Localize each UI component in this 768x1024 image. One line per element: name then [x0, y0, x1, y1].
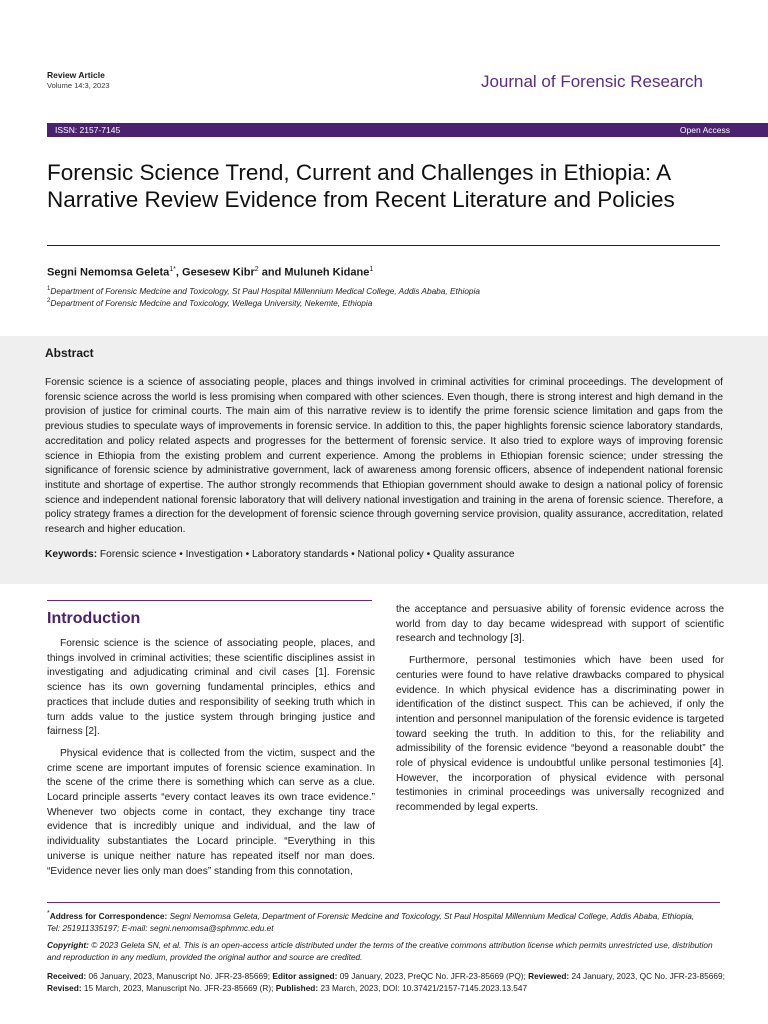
open-access-label: Open Access	[679, 125, 730, 135]
copyright-label: Copyright:	[47, 940, 89, 950]
received-date: 06 January, 2023, Manuscript No. JFR-23-85669;	[86, 971, 273, 981]
intro-paragraph-2: Physical evidence that is collected from the victim, suspect and the crime scene are important imputes of forensic science examination. In the scene of the crime there is something which can serve as a clue. Locard principle asserts “every contact leaves its own trace evidence.” Whenever two objects come in contact, they exchange tiny trace evidence that is incredibly unique and individual, and the law of individuality substantiates the Locard principle. “Everything in this universe is unique neither nature has repeated itself nor man does. “Evidence never lies only man does” standing from this connotation,	[47, 747, 375, 877]
title-divider	[47, 245, 720, 246]
intro-paragraph-3: the acceptance and persuasive ability of forensic evidence across the world from day to day became widespread with support of scientific research and technology [3].	[396, 604, 724, 645]
article-dates	[47, 970, 727, 994]
reviewed-date: 24 January, 2023, QC No. JFR-23-85669;	[569, 971, 728, 981]
volume-info: Volume 14:3, 2023	[47, 81, 110, 90]
keywords-label: Keywords:	[45, 549, 98, 560]
author-3-affiliation: 1	[369, 266, 374, 273]
journal-name[interactable]: Journal of Forensic Research	[480, 72, 703, 91]
author-1[interactable]: Segni Nemomsa Geleta	[47, 266, 170, 279]
introduction-heading: Introduction	[47, 610, 141, 627]
author-1-affiliation: 1*	[169, 266, 176, 273]
revised-date: 15 March, 2023, Manuscript No. JFR-23-85669 (R);	[81, 983, 276, 993]
footer-divider	[47, 902, 720, 903]
published-label: Published:	[275, 983, 319, 993]
copyright	[47, 939, 727, 963]
author-separator: ,	[175, 266, 183, 279]
abstract-heading: Abstract	[45, 346, 94, 360]
editor-label: Editor assigned:	[272, 971, 338, 981]
intro-paragraph-1: Forensic science is the science of associating people, places, and things involved in criminal activities; these scientific disciplines assist in investigating and adjudicating criminal and civil cases [1]. Forensic science has its own governing fundamental principles, ethics and practices that include duties and responsibility of seeking truth which in turn adds value to the justice system through bringing justice and fairness [2].	[47, 638, 375, 738]
author-2[interactable]: Gesesew Kibr	[182, 266, 255, 279]
author-2-affiliation: 2	[254, 266, 259, 273]
affiliation-text: Department of Forensic Medcine and Toxicology, St Paul Hospital Millennium Medical College, Addis Ababa, Ethiopia	[50, 286, 481, 296]
author-3[interactable]: Muluneh Kidane	[284, 266, 370, 279]
published-date: 23 March, 2023, DOI: 10.37421/2157-7145.2023.13.547	[318, 983, 528, 993]
author-separator: and	[258, 266, 285, 279]
issn-band	[47, 123, 768, 137]
keywords-list: Forensic science • Investigation • Laboratory standards • National policy • Quality assurance	[97, 549, 515, 560]
copyright-text: © 2023 Geleta SN, et al. This is an open-access article distributed under the terms of the creative commons attribution license which permits unrestricted use, distribution and reproduction in any medium, provided the original author and source are credited.	[47, 940, 713, 962]
affiliation-text: Department of Forensic Medcine and Toxicology, Wellega University, Nekemte, Ethiopia	[50, 298, 373, 308]
affiliation-2	[47, 298, 372, 308]
affiliation-1	[47, 286, 480, 296]
corr-star: *	[47, 910, 50, 917]
article-type: Review Article	[47, 70, 105, 80]
intro-paragraph-4: Furthermore, personal testimonies which have been used for centuries were found to have relative drawbacks compared to physical evidence. In which physical evidence has a discriminating power in identification of the distinct suspect. This can be achieved, if only the intention and personnel manipulation of the forensic evidence is targeted toward seeking the truth. In addition to this, for the reliability and admissibility of the forensic evidence “beyond a reasonable doubt” the role of physical evidence is undoubtful unlike personal testimonies [4]. However, the incorporation of physical evidence with personal testimonies in criminal proceedings was universally recognized and recommended by legal experts.	[396, 655, 724, 814]
right-column	[396, 603, 724, 816]
affiliation-number: 1	[47, 286, 51, 293]
keywords	[45, 549, 515, 560]
correspondence	[47, 908, 707, 934]
revised-label: Revised:	[47, 983, 82, 993]
article-title: Forensic Science Trend, Current and Challenges in Ethiopia: A Narrative Review Evidence from Recent Literature and Policies	[47, 160, 675, 212]
corr-text: Segni Nemomsa Geleta, Department of Forensic Medcine and Toxicology, St Paul Hospital Millennium Medical College, Addis Ababa, Ethiopia, Tel: 251911335197; E-mail: segni.nemomsa@sphmmc.edu.et	[47, 910, 695, 933]
abstract-text: Forensic science is a science of associating people, places and things involved in criminal activities for criminal proceedings. The development of forensic science across the world is less promising when compared with other sciences. Even though, there is strong interest and high demand in the provision of justice for criminal courts. The main aim of this narrative review is to identify the prime forensic science limitation and gaps from the previous studies to speculate ways of improvements in forensic service. In addition to this, the paper highlights forensic science laboratory standards, accreditation and policy related aspects and progresses for the betterment of forensic service. It also tried to explore ways of improving forensic science in Ethiopia from the existing problem and current experience. Among the problems in Ethiopian forensic science; under stressing the significance of forensic science by administrative government, lack of awareness among forensic officers, absence of independent national forensic institute and shortage of expertise. The author strongly recommends that Ethiopian government should awake to design a national policy of forensic science and independent national forensic laboratory that will delivery national investigation and training in the arena of forensic science. Therefore, a policy strategy frames a direction for the development of forensic science through governing service provision, quality assurance, accreditation, related research and higher education.	[45, 377, 723, 536]
received-label: Received:	[47, 971, 87, 981]
intro-divider	[47, 600, 372, 601]
editor-date: 09 January, 2023, PreQC No. JFR-23-85669 (PQ);	[337, 971, 529, 981]
corr-label: Address for Correspondence:	[49, 910, 168, 921]
affiliation-number: 2	[47, 298, 51, 305]
reviewed-label: Reviewed:	[528, 971, 570, 981]
left-column	[47, 600, 375, 879]
page-header	[47, 70, 731, 98]
issn: ISSN: 2157-7145	[55, 125, 121, 135]
abstract-section	[0, 336, 768, 584]
author-list	[47, 266, 373, 279]
